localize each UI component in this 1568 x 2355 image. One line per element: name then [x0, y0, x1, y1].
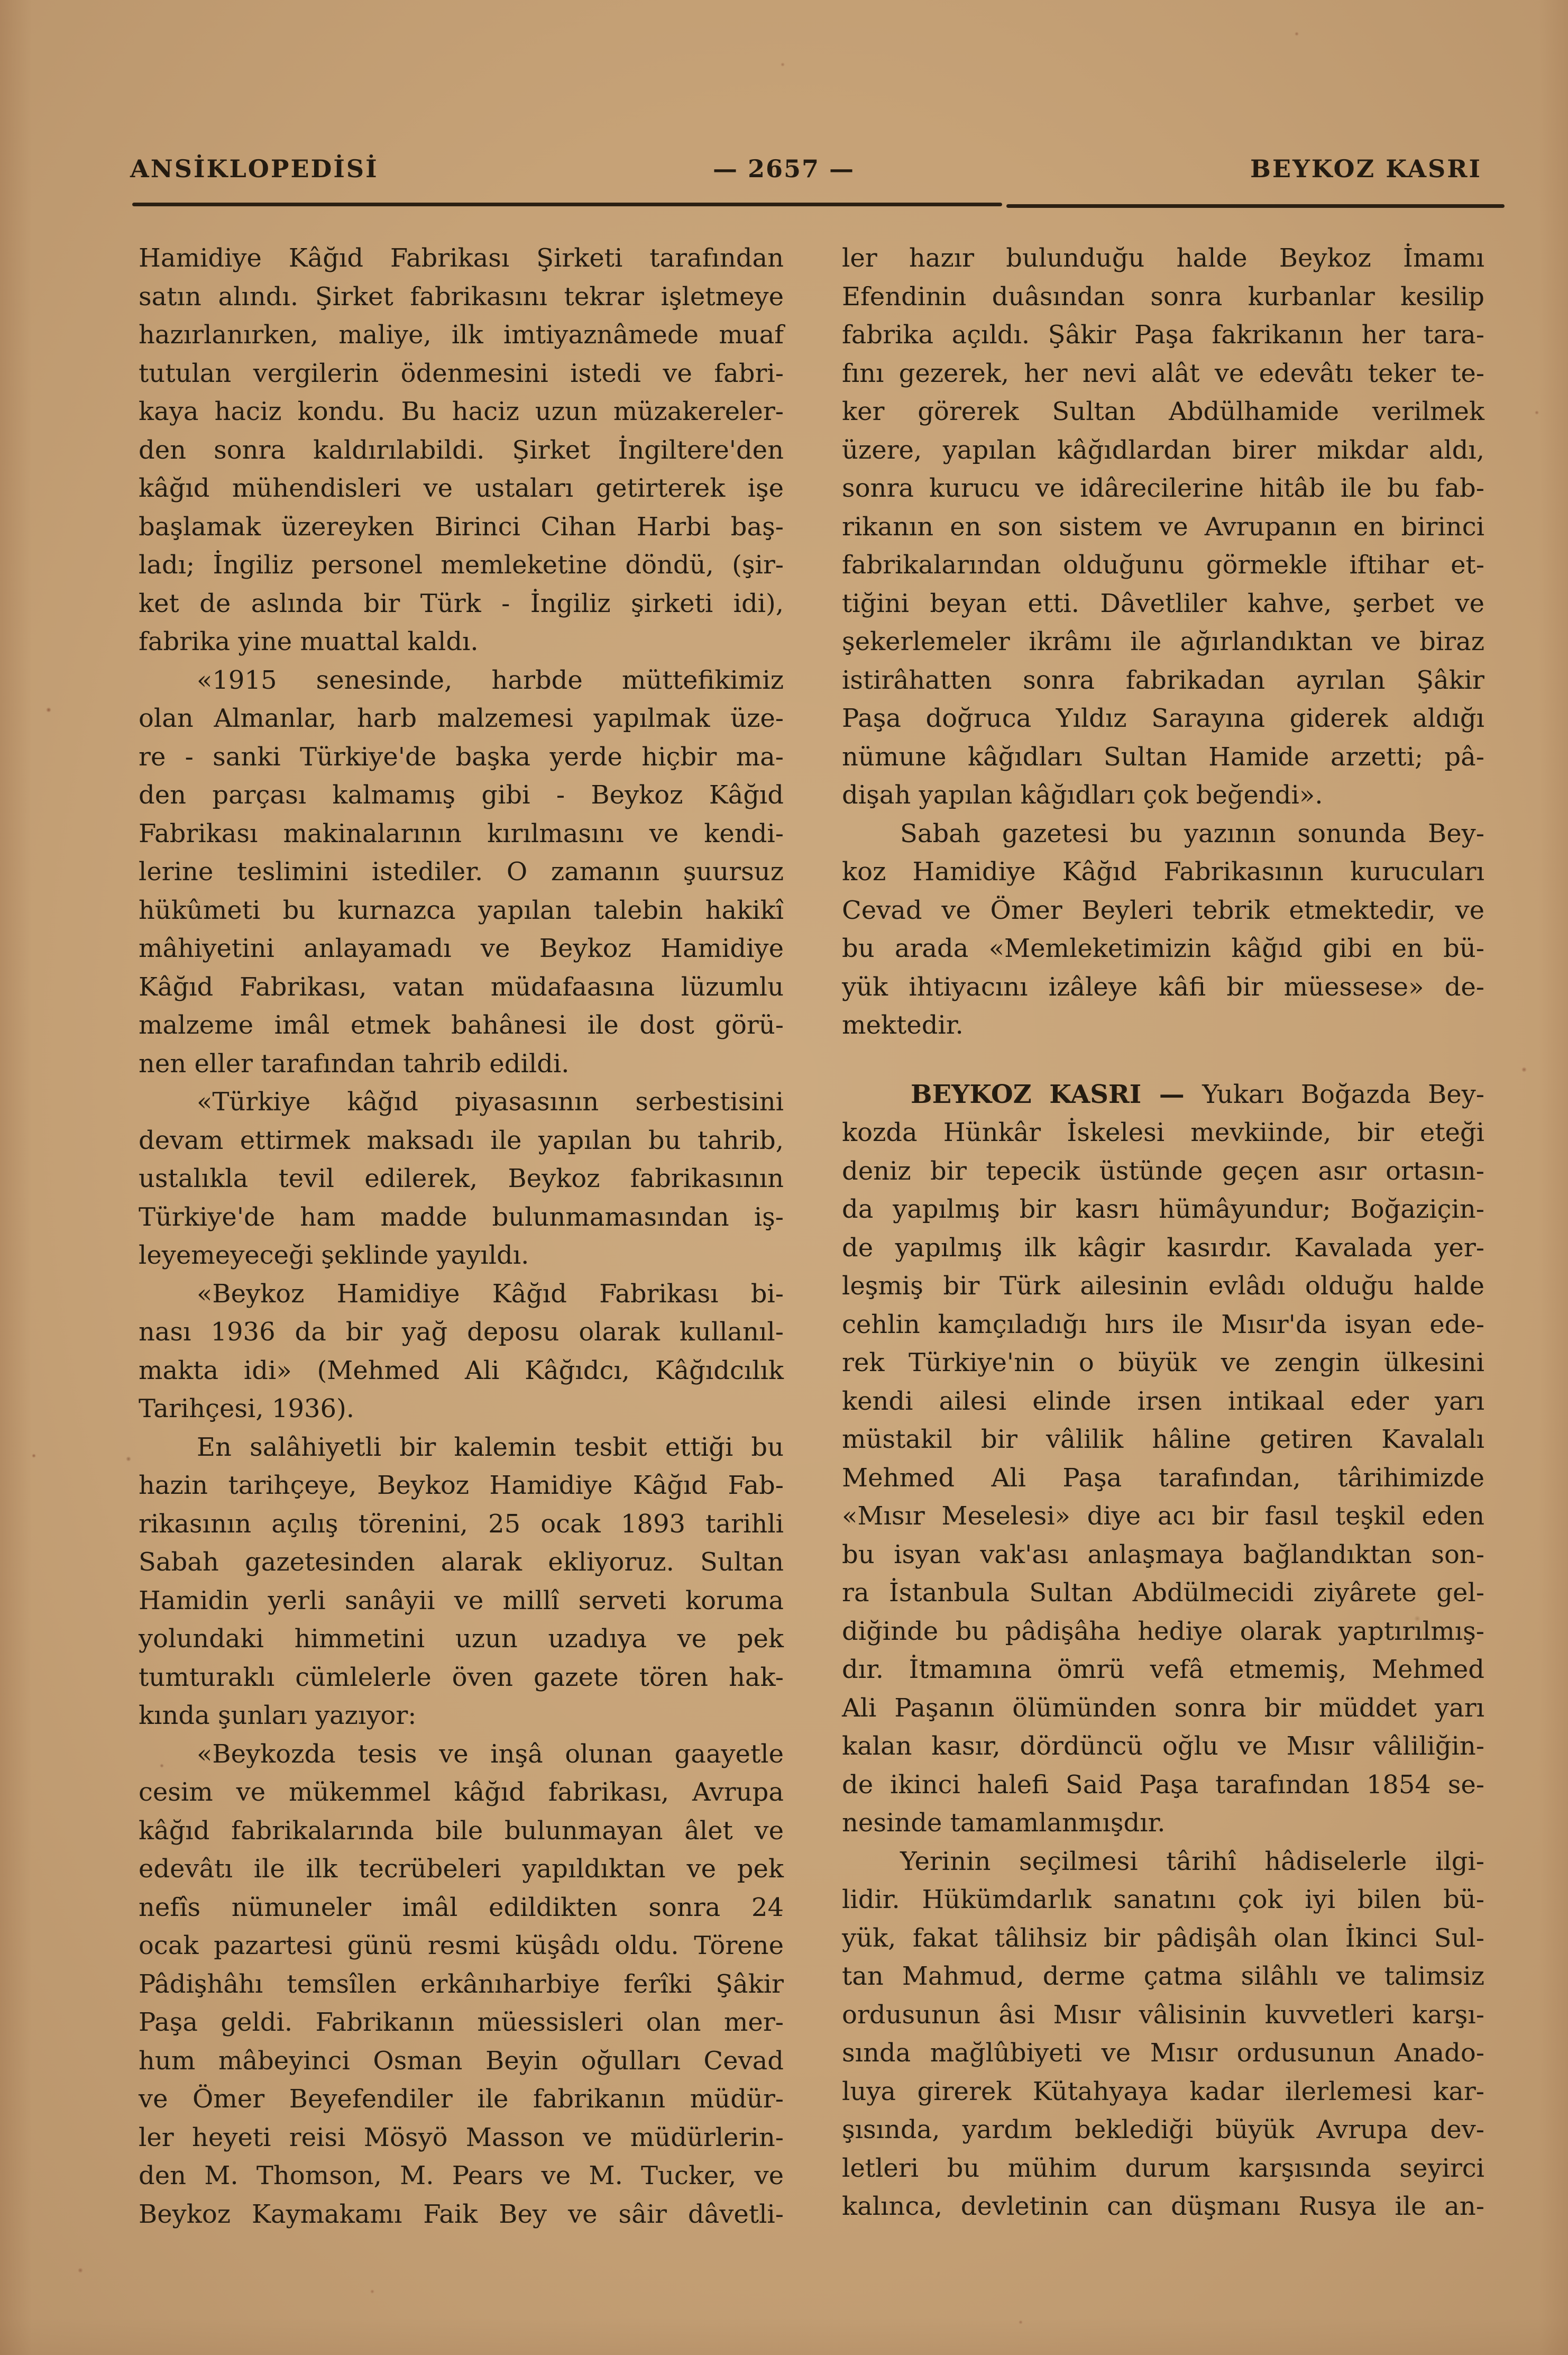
text-line: hükûmeti bu kurnazca yapılan talebin hakikî — [139, 895, 784, 925]
text-line: Sabah gazetesinden alarak ekliyoruz. Sultan — [139, 1547, 784, 1577]
text-line: ve Ömer Beyefendiler ile fabrikanın müdür- — [139, 2084, 784, 2114]
text-line: lidir. Hükümdarlık sanatını çok iyi bilen bü- — [842, 1885, 1484, 1914]
text-line: hazırlanırken, maliye, ilk imtiyaznâmede muaf — [139, 320, 784, 350]
text-line: de yapılmış ilk kâgir kasırdır. Kavalada yer- — [842, 1233, 1484, 1263]
text-line: Ali Paşanın ölümünden sonra bir müddet yarı — [842, 1693, 1484, 1723]
text-line: rikanın en son sistem ve Avrupanın en birinci — [842, 512, 1484, 542]
text-line: ler hazır bulunduğu halde Beykoz İmamı — [842, 243, 1484, 273]
text-line: koz Hamidiye Kâğıd Fabrikasının kurucuları — [842, 857, 1484, 887]
text-line: ket de aslında bir Türk - İngiliz şirketi idi), — [139, 588, 784, 618]
text-line: Paşa geldi. Fabrikanın müessisleri olan mer- — [139, 2007, 784, 2037]
text-line: üzere, yapılan kâğıdlardan birer mikdar aldı, — [842, 435, 1484, 465]
text-line: kozda Hünkâr İskelesi mevkiinde, bir eteği — [842, 1118, 1484, 1147]
text-line: Türkiye'de ham madde bulunmamasından iş- — [139, 1202, 784, 1232]
text-line: müstakil bir vâlilik hâline getiren Kavalalı — [842, 1425, 1484, 1454]
text-line: tiğini beyan etti. Dâvetliler kahve, şerbet ve — [842, 588, 1484, 618]
text-line: ordusunun âsi Mısır vâlisinin kuvvetleri karşı- — [842, 2000, 1484, 2030]
text-line: yük, fakat tâlihsiz bir pâdişâh olan İkinci Sul- — [842, 1923, 1484, 1953]
text-line: malzeme imâl etmek bahânesi ile dost görü- — [139, 1010, 784, 1040]
text-line: nen eller tarafından tahrib edildi. — [139, 1048, 570, 1079]
text-line: yolundaki himmetini uzun uzadıya ve pek — [139, 1624, 784, 1654]
text-line: yük ihtiyacını izâleye kâfi bir müessese» de- — [842, 972, 1484, 1002]
text-line: sında mağlûbiyeti ve Mısır ordusunun Anado- — [842, 2038, 1484, 2068]
text-line: den M. Thomson, M. Pears ve M. Tucker, ve — [139, 2161, 784, 2190]
text-line: den parçası kalmamış gibi - Beykoz Kâğıd — [139, 780, 784, 810]
text-line: En salâhiyetli bir kalemin tesbit ettiği bu — [197, 1432, 784, 1462]
text-line: nefîs nümuneler imâl edildikten sonra 24 — [139, 1892, 784, 1922]
divider-rule — [1006, 204, 1505, 208]
text-line: luya girerek Kütahyaya kadar ilerlemesi kar- — [842, 2076, 1484, 2106]
text-line: kâğıd mühendisleri ve ustaları getirterek işe — [139, 473, 784, 503]
right-column — [842, 239, 1484, 2226]
text-line: leyemeyeceği şeklinde yayıldı. — [139, 1240, 529, 1270]
text-line: tutulan vergilerin ödenmesini istedi ve fabri- — [139, 358, 784, 388]
text-line: Beykoz Kaymakamı Faik Bey ve sâir dâvetli- — [139, 2199, 784, 2229]
text-line: devam ettirmek maksadı ile yapılan bu tahrib, — [139, 1125, 784, 1155]
text-line: fını gezerek, her nevi alât ve edevâtı teker te- — [842, 358, 1484, 388]
text-line: Hamidiye Kâğıd Fabrikası Şirketi tarafından — [139, 243, 784, 273]
text-line: ker görerek Sultan Abdülhamide verilmek — [842, 397, 1484, 426]
text-line: Mehmed Ali Paşa tarafından, târihimizde — [842, 1463, 1484, 1493]
text-line: de ikinci halefi Said Paşa tarafından 1854 se- — [842, 1769, 1484, 1800]
header-page-number: — 2657 — — [712, 154, 855, 183]
text-line: dır. İtmamına ömrü vefâ etmemiş, Mehmed — [842, 1655, 1484, 1684]
text-line: letleri bu mühim durum karşısında seyirci — [842, 2153, 1484, 2183]
text-line: sonra kurucu ve idârecilerine hitâb ile bu fab- — [842, 473, 1484, 503]
text-line: rikasının açılış törenini, 25 ocak 1893 tarihli — [139, 1509, 784, 1539]
text-line: mektedir. — [842, 1010, 964, 1040]
text-line: ra İstanbula Sultan Abdülmecidi ziyârete gel- — [842, 1578, 1484, 1608]
text-line: bu arada «Memleketimizin kâğıd gibi en bü- — [842, 934, 1484, 963]
text-line: Paşa doğruca Yıldız Sarayına giderek aldığı — [842, 704, 1484, 733]
header-book-title: ANSİKLOPEDİSİ — [130, 154, 379, 183]
text-line: Hamidin yerli sanâyii ve millî serveti koruma — [139, 1585, 784, 1615]
text-line: kaya haciz kondu. Bu haciz uzun müzakereler- — [139, 397, 784, 426]
text-line: Tarihçesi, 1936). — [139, 1394, 355, 1423]
page-header — [130, 154, 1482, 188]
text-line: fabrika yine muattal kaldı. — [139, 627, 479, 656]
text-line: kâğıd fabrikalarında bile bulunmayan âlet ve — [139, 1815, 784, 1846]
text-line: ustalıkla tevil edilerek, Beykoz fabrikasının — [139, 1164, 784, 1193]
text-line: «Mısır Meselesi» diye acı bir fasıl teşkil eden — [842, 1501, 1484, 1531]
text-line: istirâhatten sonra fabrikadan ayrılan Şâkir — [842, 665, 1484, 695]
text-line: mâhiyetini anlayamadı ve Beykoz Hamidiye — [139, 934, 784, 963]
text-line: «1915 senesinde, harbde müttefikimiz — [197, 665, 784, 695]
text-line: tumturaklı cümlelerle öven gazete tören hak- — [139, 1662, 784, 1692]
text-line: ler heyeti reisi Mösyö Masson ve müdürlerin- — [139, 2122, 784, 2152]
text-line: edevâtı ile ilk tecrübeleri yapıldıktan ve pek — [139, 1854, 784, 1884]
text-line: da yapılmış bir kasrı hümâyundur; Boğaziçin- — [842, 1194, 1484, 1224]
divider-rule — [132, 203, 1002, 206]
text-line: şısında, yardım beklediği büyük Avrupa dev- — [842, 2115, 1484, 2144]
text-line: şekerlemeler ikrâmı ile ağırlandıktan ve biraz — [842, 627, 1484, 656]
text-line: Pâdişhâhı temsîlen erkânıharbiye ferîki Şâkir — [139, 1969, 784, 1999]
text-line: rek Türkiye'nin o büyük ve zengin ülkesini — [842, 1348, 1484, 1377]
text-line: olan Almanlar, harb malzemesi yapılmak üze- — [139, 704, 784, 733]
text-line: Cevad ve Ömer Beyleri tebrik etmektedir, ve — [842, 895, 1484, 925]
text-line: dişah yapılan kâğıdları çok beğendi». — [842, 780, 1323, 810]
text-line: başlamak üzereyken Birinci Cihan Harbi baş- — [139, 512, 784, 542]
text-line: «Türkiye kâğıd piyasasının serbestisini — [197, 1087, 784, 1117]
text-line: ocak pazartesi günü resmi küşâdı oldu. Törene — [139, 1931, 784, 1960]
text-line: nası 1936 da bir yağ deposu olarak kullanıl- — [139, 1317, 784, 1347]
text-line: cehlin kamçıladığı hırs ile Mısır'da isyan ede- — [842, 1309, 1484, 1339]
text-line: ladı; İngiliz personel memleketine döndü, (şir- — [139, 550, 784, 580]
header-entry-title: BEYKOZ KASRI — [1250, 154, 1482, 183]
text-line: leşmiş bir Türk ailesinin evlâdı olduğu halde — [842, 1271, 1484, 1301]
text-line: Fabrikası makinalarının kırılmasını ve kendi- — [139, 818, 784, 848]
text-line: kında şunları yazıyor: — [139, 1701, 417, 1730]
text-line: den sonra kaldırılabildi. Şirket İngiltere'den — [139, 435, 784, 465]
text-line: nesinde tamamlanmışdır. — [842, 1808, 1166, 1838]
text-line: «Beykoz Hamidiye Kâğıd Fabrikası bi- — [197, 1279, 784, 1309]
text-line: cesim ve mükemmel kâğıd fabrikası, Avrupa — [139, 1777, 784, 1807]
text-line: kalan kasır, dördüncü oğlu ve Mısır vâliliğin- — [842, 1731, 1484, 1761]
text-line: diğinde bu pâdişâha hediye olarak yaptırılmış- — [842, 1616, 1484, 1646]
text-line: Efendinin duâsından sonra kurbanlar kesilip — [842, 281, 1484, 312]
text-line: satın alındı. Şirket fabrikasını tekrar işletmeye — [139, 281, 784, 312]
entry-title: BEYKOZ KASRI — — [911, 1079, 1203, 1109]
text-line: deniz bir tepecik üstünde geçen asır ortasın- — [842, 1156, 1484, 1186]
text-line: Kâğıd Fabrikası, vatan müdafaasına lüzumlu — [139, 972, 784, 1002]
text-line: Yerinin seçilmesi târihî hâdiselerle ilgi- — [900, 1846, 1484, 1876]
text-line: lerine teslimini istediler. O zamanın şuursuz — [139, 857, 784, 887]
text-line: hazin tarihçeye, Beykoz Hamidiye Kâğıd Fab- — [139, 1471, 784, 1500]
text-line: nümune kâğıdları Sultan Hamide arzetti; pâ- — [842, 742, 1484, 772]
text-line: «Beykozda tesis ve inşâ olunan gaayetle — [197, 1739, 784, 1769]
text-line: kalınca, devletinin can düşmanı Rusya ile an- — [842, 2192, 1484, 2221]
text-line: tan Mahmud, derme çatma silâhlı ve talimsiz — [842, 1961, 1484, 1991]
text-line: kendi ailesi elinde irsen intikaal eder yarı — [842, 1386, 1484, 1416]
text-line: bu isyan vak'ası anlaşmaya bağlandıktan son- — [842, 1539, 1484, 1569]
text-line: BEYKOZ KASRI — Yukarı Boğazda Bey- — [911, 1079, 1485, 1109]
text-line: Sabah gazetesi bu yazının sonunda Bey- — [900, 818, 1484, 848]
left-column — [139, 239, 784, 2233]
text-line: re - sanki Türkiye'de başka yerde hiçbir ma- — [139, 742, 784, 772]
text-line: fabrika açıldı. Şâkir Paşa fakrikanın her tara- — [842, 320, 1484, 350]
text-line: fabrikalarından olduğunu görmekle iftihar et- — [842, 550, 1484, 580]
text-line: makta idi» (Mehmed Ali Kâğıdcı, Kâğıdcılık — [139, 1355, 784, 1385]
text-line: hum mâbeyinci Osman Beyin oğulları Cevad — [139, 2046, 784, 2076]
